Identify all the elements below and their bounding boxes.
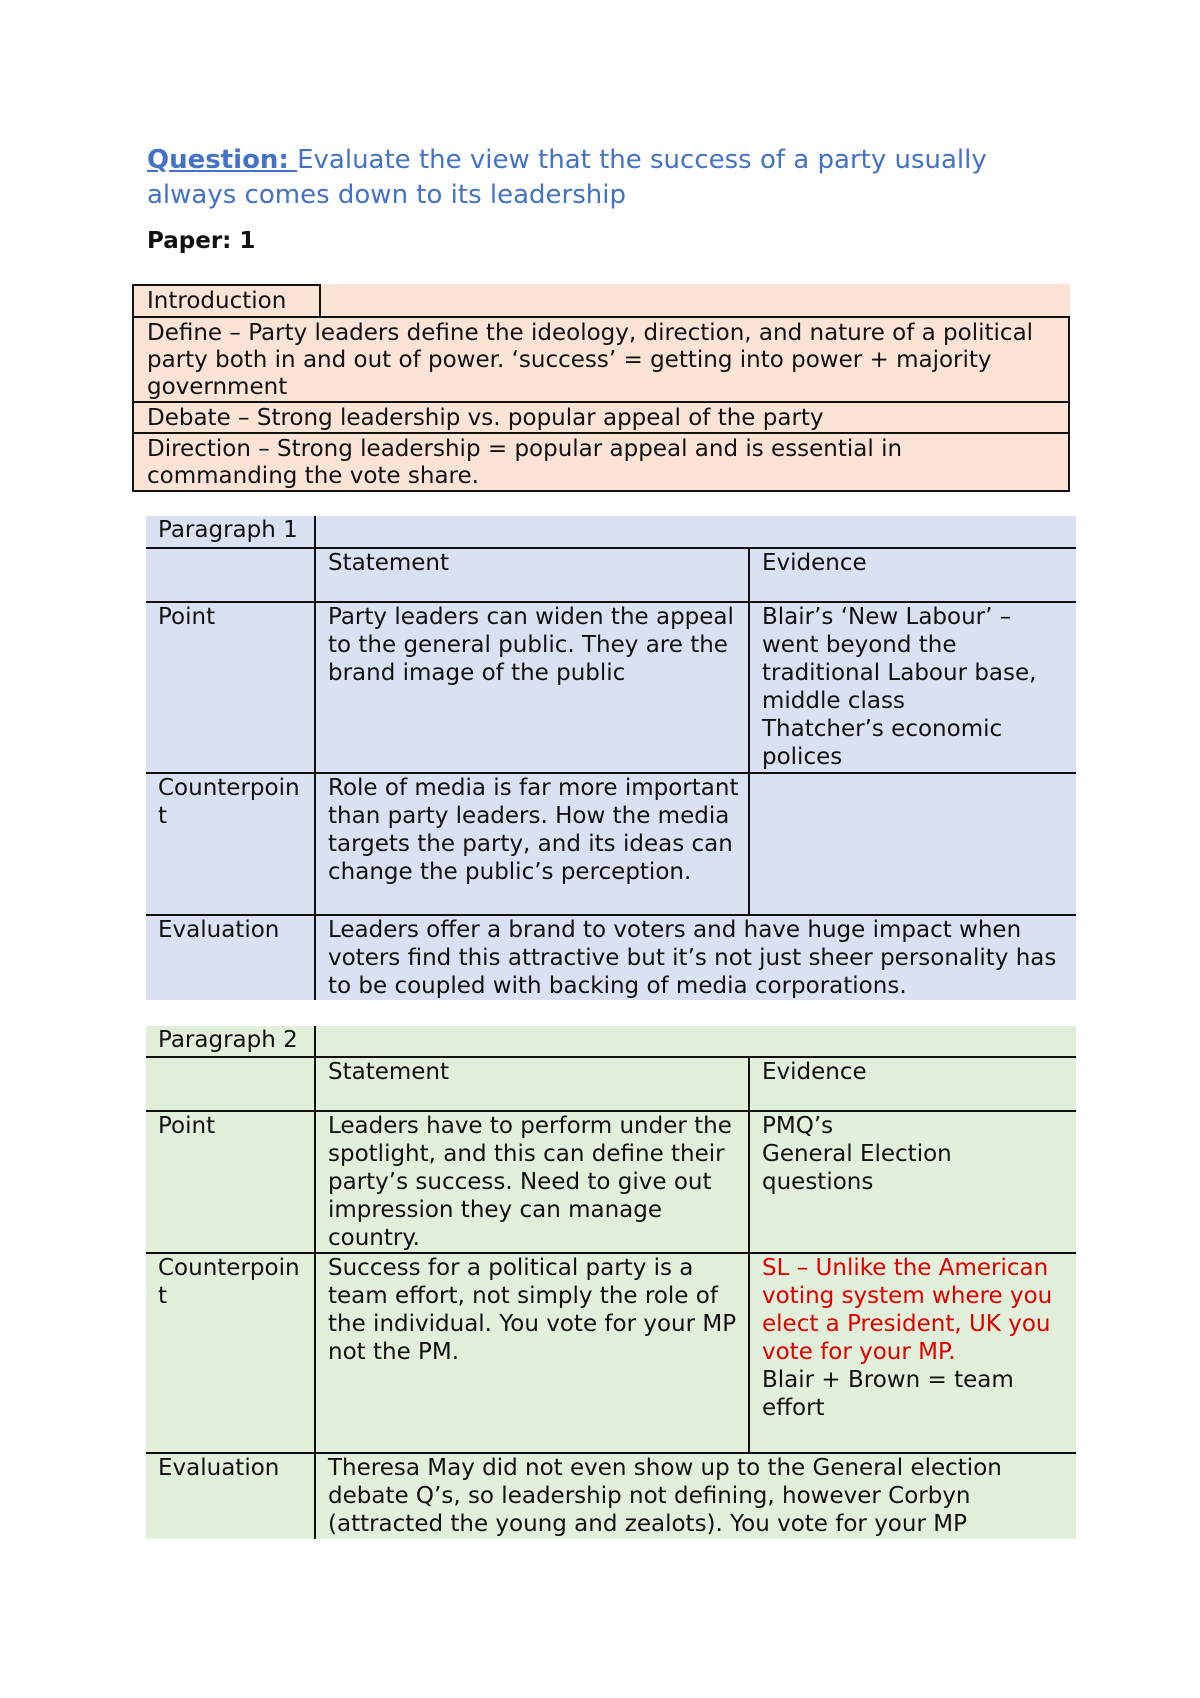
question-heading [147, 143, 1047, 213]
p1-point-evidence-2: Thatcher’s economic polices [762, 716, 1003, 770]
p2-point-statement: Leaders have to perform under the spotlight, and this can define their party’s success. Need to give out impression they can manage country. [316, 1110, 750, 1252]
paper-label: Paper: 1 [147, 228, 256, 254]
p1-point-statement: Party leaders can widen the appeal to the general public. They are the brand image of the public [316, 601, 750, 772]
p2-evaluation-label: Evaluation [146, 1452, 316, 1539]
paragraph-2-table [146, 1026, 1076, 1539]
p2-counterpoint-statement: Success for a political party is a team effort, not simply the role of the individual. You vote for your MP not the PM. [316, 1252, 750, 1452]
p1-evidence-header: Evidence [750, 547, 1076, 601]
p2-counterpoint-evidence [750, 1252, 1076, 1452]
p2-statement-header: Statement [316, 1056, 750, 1110]
introduction-body [132, 316, 1070, 492]
question-label: Question: [147, 145, 289, 175]
p1-header-blank [146, 547, 316, 601]
p1-counterpoint-label [146, 772, 316, 914]
p2-counterpoint-evidence-2: Blair + Brown = team effort [762, 1367, 1014, 1421]
p2-evaluation-text: Theresa May did not even show up to the General election debate Q’s, so leadership not defining, however Corbyn (attracted the young and zealots). You vote for your MP [316, 1452, 1076, 1539]
p2-header-blank [146, 1056, 316, 1110]
introduction-direction: Direction – Strong leadership = popular appeal and is essential in commanding the vote share. [147, 436, 903, 489]
p1-counterpoint-label-line-1: Counterpoin [158, 775, 300, 801]
paragraph-2-title: Paragraph 2 [146, 1026, 316, 1056]
introduction-header: Introduction [132, 284, 321, 318]
introduction-header-row [132, 284, 1070, 316]
p2-point-evidence [750, 1110, 1076, 1252]
introduction-define: Define – Party leaders define the ideology, direction, and nature of a political party both in and out of power. ‘success’ = getting into power + majority government [134, 318, 1068, 403]
p2-point-evidence-2: General Election questions [762, 1141, 952, 1195]
p2-counterpoint-label-line-2: t [158, 1283, 168, 1309]
paragraph-1-title: Paragraph 1 [146, 516, 316, 547]
p2-counterpoint-evidence-highlight: SL – Unlike the American voting system where you elect a President, UK you vote for your MP. [762, 1255, 1053, 1365]
p2-counterpoint-label [146, 1252, 316, 1452]
question-text: Evaluate the view that the success of a party usually always comes down to its leadership [147, 145, 987, 210]
p1-evaluation-label: Evaluation [146, 914, 316, 1000]
p1-point-label: Point [146, 601, 316, 772]
p1-evaluation-text: Leaders offer a brand to voters and have huge impact when voters find this attractive but it’s not just sheer personality has to be coupled with backing of media corporations. [316, 914, 1076, 1000]
p1-statement-header: Statement [316, 547, 750, 601]
paragraph-2-title-blank [316, 1026, 1076, 1056]
p2-evidence-header: Evidence [750, 1056, 1076, 1110]
introduction-debate: Debate – Strong leadership vs. popular appeal of the party [134, 403, 1068, 434]
p2-point-evidence-1: PMQ’s [762, 1113, 834, 1139]
p1-counterpoint-statement: Role of media is far more important than party leaders. How the media targets the party, and its ideas can change the public’s perception. [316, 772, 750, 914]
p2-point-label: Point [146, 1110, 316, 1252]
p1-counterpoint-evidence [750, 772, 1076, 914]
p1-counterpoint-label-line-2: t [158, 803, 168, 829]
paragraph-1-table [146, 516, 1076, 1000]
introduction-table [132, 284, 1070, 492]
p1-point-evidence [750, 601, 1076, 772]
p1-point-evidence-1: Blair’s ‘New Labour’ – went beyond the traditional Labour base, middle class [762, 604, 1037, 714]
p2-counterpoint-label-line-1: Counterpoin [158, 1255, 300, 1281]
paragraph-1-title-blank [316, 516, 1076, 547]
